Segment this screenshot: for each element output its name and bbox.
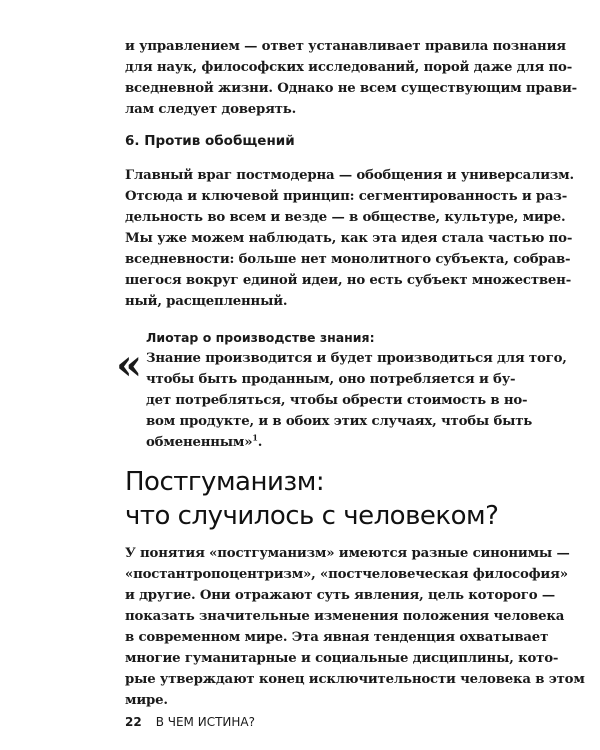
text-line: «постантропоцентризм», «постчеловеческая философия» xyxy=(125,567,568,582)
footnote-ref: 1 xyxy=(252,432,258,443)
text-line: шегося вокруг единой идеи, но есть субъект множествен- xyxy=(125,273,572,288)
text-line: вом продукте, и в обоих этих случаях, чтобы быть xyxy=(146,414,533,429)
text-line: У понятия «постгуманизм» имеются разные синонимы — xyxy=(125,546,570,561)
text-line: дельность во всем и везде — в обществе, культуре, мире. xyxy=(125,210,566,225)
page-footer xyxy=(125,715,269,729)
text-line: и управлением — ответ устанавливает правила познания xyxy=(125,39,566,54)
text-line: мире. xyxy=(125,693,168,708)
chapter-heading xyxy=(125,465,498,533)
chapter-heading-line: что случилось с человеком? xyxy=(125,501,499,531)
text-line: для наук, философских исследований, порой даже для по- xyxy=(125,60,573,75)
text-line: показать значительные изменения положения человека xyxy=(125,609,565,624)
paragraph-3 xyxy=(125,543,585,711)
text-line: ный, расщепленный. xyxy=(125,294,288,309)
text-line: рые утверждают конец исключительности человека в этом xyxy=(125,672,585,687)
text-line: Знание производится и будет производиться для того, xyxy=(146,351,567,366)
text-line: чтобы быть проданным, оно потребляется и бу- xyxy=(146,372,516,387)
quote-mark-icon: « xyxy=(116,340,143,389)
quote-body xyxy=(146,348,567,453)
text-line: вседневной жизни. Однако не всем существующим прави- xyxy=(125,81,577,96)
text-line: обмененным»$^1$. xyxy=(146,432,263,450)
text-line: лам следует доверять. xyxy=(125,102,297,117)
chapter-heading-line: Постгуманизм: xyxy=(125,467,325,497)
paragraph-2 xyxy=(125,165,574,312)
text-line: Мы уже можем наблюдать, как эта идея стала частью по- xyxy=(125,231,573,246)
text-line: Главный враг постмодерна — обобщения и универсализм. xyxy=(125,168,574,183)
text-line: Отсюда и ключевой принцип: сегментированность и раз- xyxy=(125,189,568,204)
text-line: в современном мире. Эта явная тенденция охватывает xyxy=(125,630,549,645)
section-heading: 6. Против обобщений xyxy=(125,133,295,149)
running-title: В ЧЕМ ИСТИНА? xyxy=(155,715,255,729)
quote-title: Лиотар о производстве знания: xyxy=(146,330,375,345)
page-number: 22 xyxy=(125,715,142,729)
text-line: вседневности: больше нет монолитного субъекта, собрав- xyxy=(125,252,571,267)
text-line: и другие. Они отражают суть явления, цель которого — xyxy=(125,588,555,603)
text-line: дет потребляться, чтобы обрести стоимость в но- xyxy=(146,393,528,408)
text-line: многие гуманитарные и социальные дисциплины, кото- xyxy=(125,651,559,666)
quote-last-line: обмененным» xyxy=(146,435,253,450)
paragraph-1 xyxy=(125,36,577,120)
